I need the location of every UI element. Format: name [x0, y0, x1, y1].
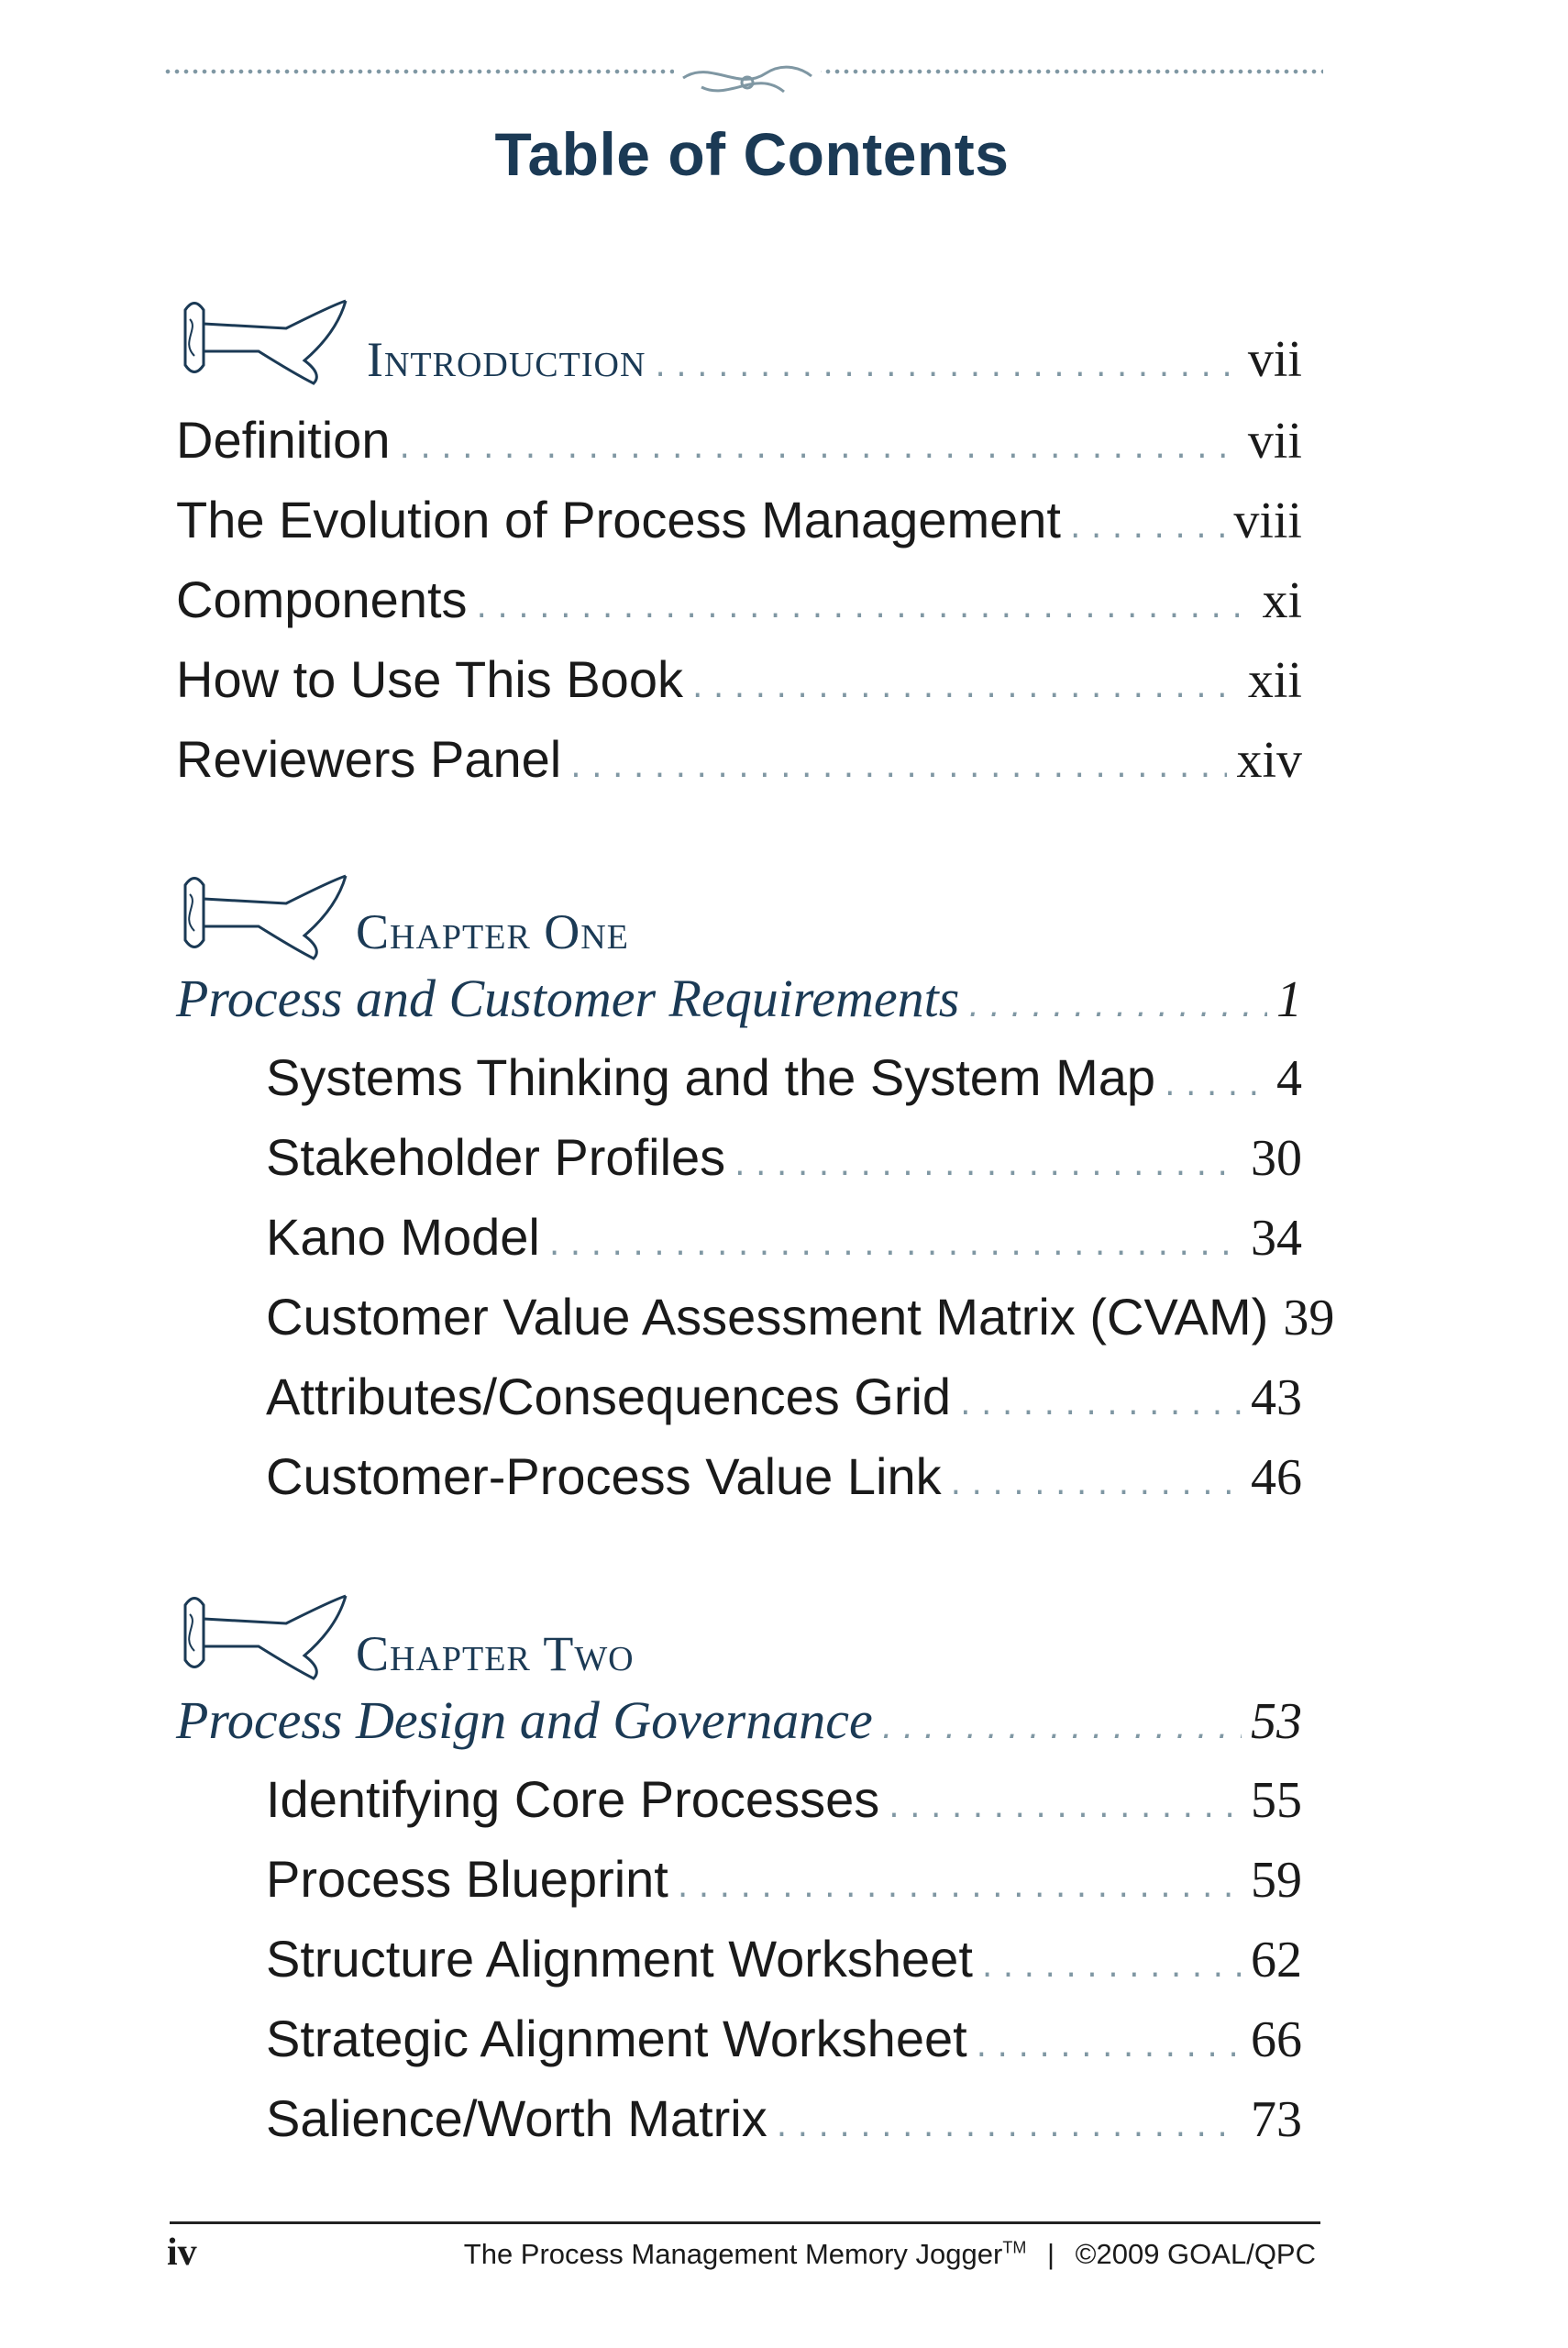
dot-leader — [399, 428, 1238, 466]
entry-label: Identifying Core Processes — [266, 1770, 880, 1828]
entry-label: The Evolution of Process Management — [176, 491, 1061, 548]
page-number: xii — [1247, 652, 1302, 709]
entry-label: Process Blueprint — [266, 1850, 668, 1908]
chapter-label: Chapter Two — [356, 1626, 635, 1681]
entry-label: Stakeholder Profiles — [266, 1128, 726, 1186]
page-number: 30 — [1251, 1130, 1302, 1187]
entry-label: Kano Model — [266, 1208, 540, 1266]
dot-leader — [734, 1146, 1242, 1183]
toc-chapter-title[interactable] — [176, 968, 1302, 1032]
pointing-hand-icon — [176, 867, 359, 968]
toc-entry[interactable] — [176, 729, 1302, 793]
page-number: vii — [1247, 331, 1302, 388]
dot-leader — [570, 748, 1227, 785]
dot-leader — [655, 347, 1238, 384]
toc-entry[interactable] — [266, 1769, 1302, 1833]
trademark-mark: TM — [1002, 2238, 1027, 2257]
flourish-icon — [674, 50, 821, 115]
entry-label: How to Use This Book — [176, 650, 683, 708]
pointing-hand-icon — [176, 1587, 359, 1688]
entry-label: Definition — [176, 411, 391, 469]
page-number: viii — [1233, 493, 1302, 549]
dot-leader — [882, 1709, 1242, 1746]
toc-entry[interactable] — [176, 649, 1302, 714]
entry-label: Customer Value Assessment Matrix (CVAM) — [266, 1288, 1269, 1346]
entry-label: Customer-Process Value Link — [266, 1447, 942, 1505]
chapter-title: Process and Customer Requirements — [176, 969, 960, 1028]
toc-entry[interactable] — [176, 490, 1302, 554]
dot-leader — [678, 1867, 1242, 1905]
dot-leader — [977, 2027, 1242, 2065]
toc-entry[interactable] — [176, 410, 1302, 474]
dot-leader — [889, 1788, 1242, 1825]
page-number: 73 — [1251, 2091, 1302, 2148]
dot-leader — [951, 1465, 1242, 1502]
chapter-title: Process Design and Governance — [176, 1690, 873, 1750]
dot-leader — [968, 987, 1267, 1024]
page-number: 43 — [1251, 1369, 1302, 1426]
toc-entry[interactable] — [266, 2088, 1302, 2153]
toc-entry-introduction[interactable] — [367, 330, 1302, 394]
footer-credit — [464, 2238, 1316, 2271]
footer-separator: | — [1046, 2238, 1055, 2270]
page-number: 4 — [1276, 1050, 1302, 1107]
section-label: Introduction — [367, 332, 646, 387]
dot-leader — [1165, 1066, 1267, 1103]
toc-chapter-title[interactable] — [176, 1689, 1302, 1754]
dot-leader — [692, 668, 1239, 705]
dot-leader — [1070, 508, 1224, 546]
entry-label: Salience/Worth Matrix — [266, 2089, 767, 2147]
entry-label: Attributes/Consequences Grid — [266, 1368, 952, 1425]
chapter-label: Chapter One — [356, 904, 629, 959]
toc-entry[interactable] — [266, 1207, 1302, 1271]
entry-label: Systems Thinking and the System Map — [266, 1048, 1156, 1106]
page-number: xiv — [1236, 732, 1302, 789]
toc-entry[interactable] — [266, 1287, 1335, 1351]
entry-label: Reviewers Panel — [176, 730, 562, 788]
copyright: ©2009 GOAL/QPC — [1075, 2238, 1316, 2270]
toc-entry[interactable] — [266, 1127, 1302, 1191]
page-title: Table of Contents — [494, 120, 1010, 188]
entry-label: Strategic Alignment Worksheet — [266, 2010, 967, 2067]
page-number: 59 — [1251, 1852, 1302, 1909]
page-number: 66 — [1251, 2011, 1302, 2068]
dot-leader — [982, 1947, 1242, 1985]
footer-page-number: iv — [167, 2232, 197, 2274]
entry-label: Components — [176, 570, 468, 628]
entry-label: Structure Alignment Worksheet — [266, 1930, 973, 1988]
toc-entry[interactable] — [266, 1849, 1302, 1913]
toc-entry[interactable] — [176, 570, 1302, 634]
footer-rule — [170, 2221, 1320, 2224]
book-title: The Process Management Memory Jogger — [463, 2238, 1003, 2270]
dot-leader — [549, 1225, 1242, 1263]
toc-entry[interactable] — [266, 1446, 1302, 1511]
toc-entry[interactable] — [266, 1367, 1302, 1431]
toc-entry[interactable] — [266, 1047, 1302, 1112]
page-number: 53 — [1251, 1693, 1302, 1750]
dot-leader — [777, 2107, 1242, 2144]
toc-entry[interactable] — [266, 1929, 1302, 1993]
page-number: 39 — [1283, 1290, 1335, 1346]
toc-entry[interactable] — [266, 2009, 1302, 2073]
page-number: 34 — [1251, 1210, 1302, 1267]
dot-leader — [960, 1385, 1242, 1423]
page-number: xi — [1262, 572, 1302, 629]
page-number: 1 — [1276, 971, 1302, 1028]
page-number: 46 — [1251, 1449, 1302, 1506]
page-number: 62 — [1251, 1932, 1302, 1988]
pointing-hand-icon — [176, 292, 359, 393]
page-number: vii — [1247, 413, 1302, 470]
page-number: 55 — [1251, 1772, 1302, 1829]
dot-leader — [477, 588, 1253, 626]
